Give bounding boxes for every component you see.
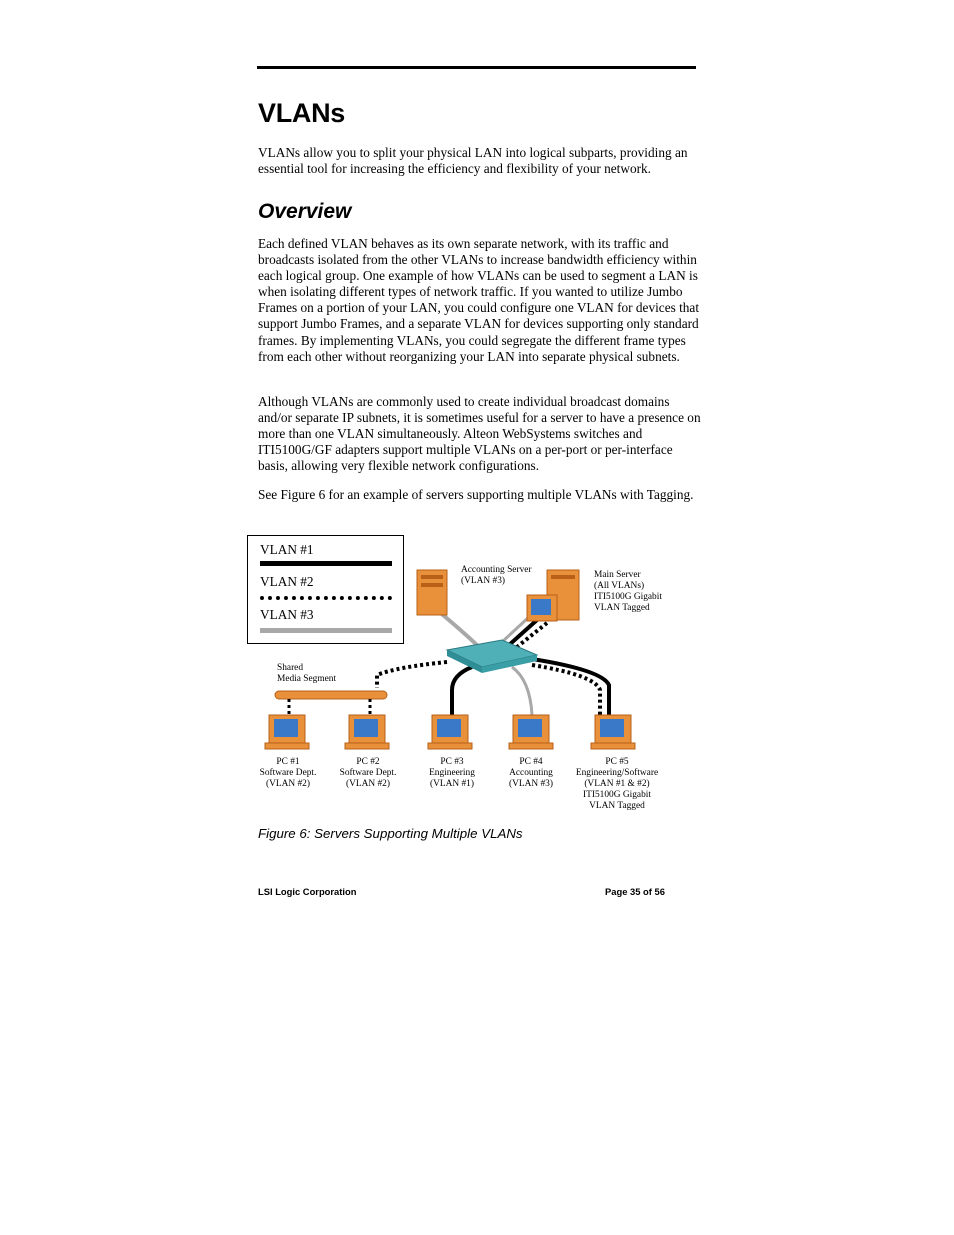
pc4-icon (509, 715, 553, 749)
pc4-label-line1: PC #4 (519, 757, 543, 767)
pc5-label-line5: VLAN Tagged (589, 801, 645, 811)
pc5-label-line4: ITI5100G Gigabit (583, 790, 651, 800)
section-heading: Overview (258, 200, 352, 223)
shared-segment-label-line1: Shared (277, 663, 304, 673)
shared-segment-label (277, 663, 336, 685)
pc2-label (328, 757, 408, 790)
pc5-label-line1: PC #5 (605, 757, 629, 767)
pc4-label-line3: (VLAN #3) (508, 779, 553, 789)
figure-caption: Figure 6: Servers Supporting Multiple VLANs (258, 826, 523, 841)
accounting-server-icon (417, 570, 447, 615)
shared-segment-label-line2: Media Segment (277, 674, 337, 684)
paragraph-3: See Figure 6 for an example of servers supporting multiple VLANs with Tagging. (258, 487, 694, 502)
main-server-label-line4: VLAN Tagged (594, 603, 650, 613)
pc2-icon (345, 715, 389, 749)
pc1-label-line2: Software Dept. (259, 768, 317, 778)
pc5-label-line2: Engineering/Software (575, 768, 659, 778)
intro-paragraph: VLANs allow you to split your physical LAN into logical subparts, providing an essential tool for increasing the efficiency and flexibility of your network. (258, 145, 688, 177)
page-title: VLANs (258, 98, 346, 128)
paragraph-2: Although VLANs are commonly used to create individual broadcast domains and/or separate IP subnets, it is sometimes useful for a server to have a presence on more than one VLAN simultaneously. Alteon WebSystems switches and ITI5100G/GF adapters support multiple VLANs on a per-port or per-interface basis, allowing very flexible network configurations. (258, 394, 701, 474)
top-rule (257, 66, 696, 69)
pc5-icon (591, 715, 635, 749)
link-pc3 (452, 667, 472, 715)
main-server-label-line3: ITI5100G Gigabit (594, 592, 662, 602)
link-pc5-solid (532, 659, 609, 715)
pc1-label (248, 757, 328, 790)
legend-vlan1-label: VLAN #1 (260, 542, 314, 557)
pc4-label (491, 757, 571, 790)
pc3-label (412, 757, 492, 790)
link-pc4 (512, 667, 532, 715)
pc5-label-line3: (VLAN #1 & #2) (584, 779, 650, 789)
pc1-icon (265, 715, 309, 749)
link-accounting-server (437, 610, 482, 650)
pc1-label-line1: PC #1 (276, 757, 300, 767)
accounting-server-label-line2: (VLAN #3) (461, 576, 506, 586)
pc2-label-line2: Software Dept. (339, 768, 397, 778)
shared-media-segment (275, 691, 387, 699)
main-server-label-line1: Main Server (594, 570, 641, 580)
accounting-server-label-line1: Accounting Server (461, 565, 532, 575)
pc1-label-line3: (VLAN #2) (265, 779, 310, 789)
pc3-label-line2: Engineering (429, 768, 475, 778)
pc3-icon (428, 715, 472, 749)
pc2-label-line3: (VLAN #2) (345, 779, 390, 789)
main-server-label (594, 570, 662, 614)
pc5-label (566, 757, 668, 812)
footer-company: LSI Logic Corporation (258, 886, 357, 897)
legend-vlan2-label: VLAN #2 (260, 574, 314, 589)
footer-page-number: Page 35 of 56 (605, 886, 665, 897)
pc4-label-line2: Accounting (509, 768, 553, 778)
link-shared-segment (377, 662, 447, 688)
accounting-server-label (461, 565, 532, 587)
main-server-label-line2: (All VLANs) (594, 581, 645, 591)
main-server-icon (527, 570, 579, 621)
paragraph-1: Each defined VLAN behaves as its own separate network, with its traffic and broadcasts isolated from the other VLANs to increase bandwidth efficiency within each logical group. One example of how VLANs can be used to segment a LAN is when isolating different types of network traffic. If you wanted to utilize Jumbo Frames on a portion of your LAN, you could configure one VLAN for devices that support Jumbo Frames, and a separate VLAN for devices supporting only standard frames. By implementing VLANs, you could segregate the different frame types from each other without reorganizing your LAN into separate physical subnets. (258, 236, 700, 364)
pc3-label-line3: (VLAN #1) (429, 779, 474, 789)
network-switch-icon (447, 640, 537, 673)
pc2-label-line1: PC #2 (356, 757, 380, 767)
legend-vlan3-label: VLAN #3 (260, 607, 314, 622)
pc3-label-line1: PC #3 (440, 757, 464, 767)
